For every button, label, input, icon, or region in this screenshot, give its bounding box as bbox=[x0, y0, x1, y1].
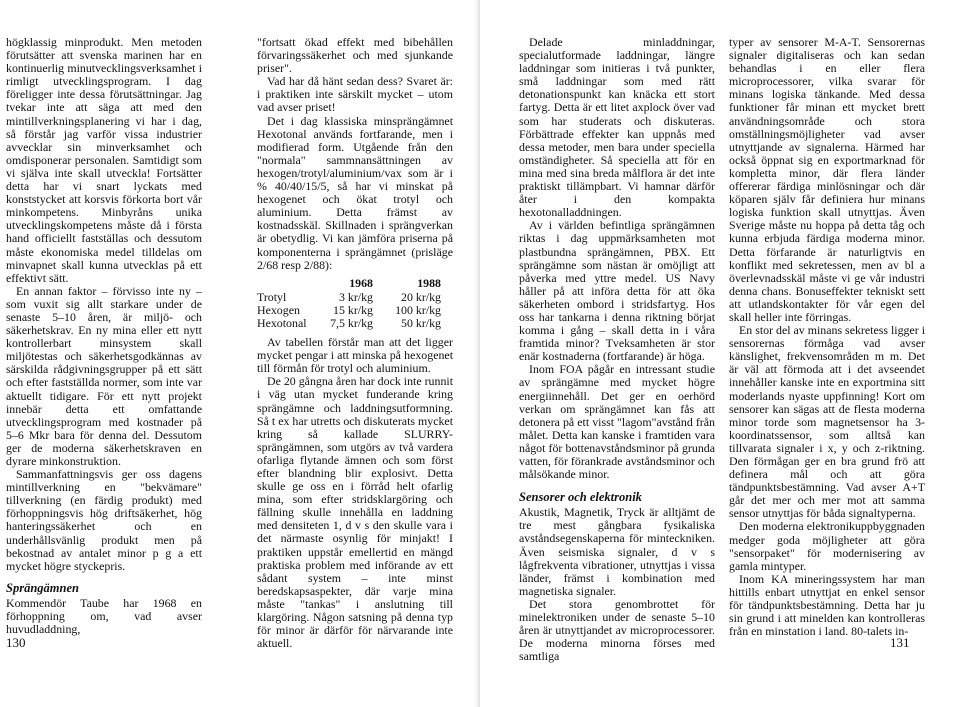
paragraph: Inom FOA pågår en intressant studie av sprängämne med mycket högre energiinnehåll. Det ger en oerhörd verkan om sprängämnet kan fås att detonera på ett visst "lagom"avstånd från målet. Detta kan kanske i framtiden vara något för bottenavståndsminor på grunda vatten, för förankrade avståndsminor och målsökande minor. bbox=[519, 362, 715, 482]
paragraph: Delade minladdningar, specialutformade laddningar, längre laddningar som initieras i två punkter, små laddningar som med rätt detonationspunkt kan knäcka ett stort fartyg. Detta är ett litet axplock över vad som har studerats och diskuteras. Förbättrade effekter kan uppnås med dessa metoder, men bara under speciella omständigheter. Så speciella att för en mina med sina breda målflora är det inte praktiskt tillämpbart. Vi hamnar därför åter i den kompakta hexotonalladdningen. bbox=[519, 35, 715, 220]
table-cell: 50 kr/kg bbox=[401, 315, 441, 330]
paragraph: Det stora genombrottet för minelektroniken under de senaste 5–10 åren är utnyttjandet av microprocessorer. De moderna minorna förses med samtliga bbox=[519, 596, 715, 664]
paragraph: Det i dag klassiska minsprängämnet Hexotonal används fortfarande, men i modifierad form. Utgående från den "normala" sammnansättningen av hexogen/trotyl/aluminium/vax som är i % 40/40/15/5, så har vi minskat på hexogenet och ökat trotyl och aluminium. Detta främst av kostnadsskäl. Skillnaden i sprängverkan är obetydlig. Vi kan jämföra priserna på komponenterna i sprängämnet (prisläge 2/68 resp 2/88): bbox=[257, 113, 453, 272]
left-column-2 bbox=[257, 36, 453, 650]
table-cell: 20 kr/kg bbox=[401, 289, 441, 304]
table-row bbox=[257, 291, 441, 304]
table-header-cell bbox=[257, 277, 321, 291]
table-row bbox=[257, 317, 441, 330]
table-cell: Hexotonal bbox=[257, 315, 307, 330]
table-cell: Hexogen bbox=[257, 302, 300, 317]
paragraph: En stor del av minans sekretess ligger i sensorernas förmåga vad avser känslighet, frekvensområden m m. Det är väl att förmoda att i det avseendet innehåller kanske inte en exportmina sitt moderlands nyaste uppfinning! Kort om sensorer kan sägas att de flesta moderna minor torde som magnetsensor ha 3-koordinatssensor, som alltså kan tillvarata signaler i x, y och z-riktning. Den förmågan ger en bra grund frö att definera mål och att göra tändpunktsbestämning. Vad avser A+T går det mer och mer mot att samma sensor utnyttjas för båda signaltyperna. bbox=[729, 323, 925, 521]
left-page bbox=[0, 0, 479, 707]
paragraph: Den moderna elektronikuppbyggnaden medger goda möjligheter att göra "sensorpaket" för modernisering av gamla mintyper. bbox=[729, 519, 925, 573]
paragraph: typer av sensorer M-A-T. Sensorernas signaler digitaliseras och kan sedan behandlas i en eller flera microprocessorer, vilka svarar för minans logiska tänkande. Med dessa funktioner får minan ett mycket brett användningsområde och stora omställningsmöjligheter vad avser utnyttjande av signalerna. Härmed har också öppnat sig en exportmarknad för kompletta minor, där flera länder offererar färdiga minlösningar och där köparen själv får definiera hur minans logiska funktion skall utnyttjas. Även Sverige måste nu hoppa på detta tåg och kunna erbjuda färdiga moderna minor. Detta förfarande är naturligtvis en konflikt med sekretessen, men av bl a överlevnadsskäl måste vi ge vår industri denna chans. Bonuseffekter tekniskt sett att utlandskontakter för vår egen del skall heller inte förringas. bbox=[729, 35, 925, 324]
right-column-1 bbox=[519, 36, 715, 663]
right-page bbox=[480, 0, 959, 707]
table-cell: 3 kr/kg bbox=[338, 289, 373, 304]
table-header-row bbox=[257, 277, 441, 291]
paragraph: Vad har då hänt sedan dess? Svaret är: i praktiken inte särskilt mycket – utom vad avser priset! bbox=[257, 74, 453, 115]
paragraph: Inom KA mineringssystem har man hittills enbart utnyttjat en enkel sensor för tändpunktsbestämning. Detta har ju sin grund i att minelden kan kontrolleras från en minstation i land. 80-talets in- bbox=[729, 571, 925, 639]
paragraph: Kommendör Taube har 1968 en förhoppning om, vad avser huvudladdning, bbox=[6, 595, 202, 637]
section-heading-sprangamnen: Sprängämnen bbox=[6, 580, 79, 595]
paragraph: Akustik, Magnetik, Tryck är alltjämt de tre mest gångbara fysikaliska avståndsegenskaperna för minteckniken. Även seismiska signaler, d v s lågfrekventa vibrationer, utnyttjas i vissa länder, främst i kombination med magnetiska signaler. bbox=[519, 505, 715, 598]
paragraph: högklassig minprodukt. Men metoden förutsätter att svenska marinen har en kontinuerlig minutvecklingsverksamhet i rimligt utvecklingsprogram. I dag föreligger inte dessa förutsättningar. Jag tvekar inte att säga att med den mintillverkningsplanering vi har i dag, så förstår jag varför vissa industrier avvecklar sin minverksamhet och omdisponerar personalen. Samtidigt som vi själva inte skall utveckla! Fortsätter detta har vi snart lyckats med konststycket att korsvis förkorta bort vår minkompetens. Minbyråns unika utvecklingskompetens måste då i första hand officiellt fastställas och dessutom måste ekonomiska medel tilldelas om minvapnet skall kunna utvecklas på ett effektivt sätt. bbox=[6, 35, 202, 285]
price-table bbox=[257, 277, 441, 330]
table-header-cell: 1988 bbox=[417, 275, 441, 290]
table-cell: 15 kr/kg bbox=[333, 302, 373, 317]
paragraph: En annan faktor – förvisso inte ny – som vuxit sig allt starkare under de senaste 5–10 åren, är miljö- och säkerhetskrav. En ny mina eller ett nytt kontrollerbart minsystem skall miljötestas och säkerhetsgodkännas av särskilda rådgivningsgrupper på ett sätt och efter fastställda normer, som inte var aktuellt tidigare. För ett nytt projekt innebär detta ett omfattande utvecklingsprogram med kostnader på 5–6 Mkr bara för denna del. Dessutom ger de moderna säkerhetskraven en dyrare minkonstruktion. bbox=[6, 283, 202, 468]
paragraph: Sammanfattningsvis ger oss dagens mintillverkning en "bekvämare" tillverkning (en färdig produkt) med förhoppningsvis hög driftsäkerhet, hög hanteringssäkerhet och en underhållsvänlig produkt men på bekostnad av antalet minor p g a ett mycket högre styckepris. bbox=[6, 467, 202, 573]
paragraph: De 20 gångna åren har dock inte runnit i väg utan mycket funderande kring sprängämne och laddningsutformning. Så t ex har utretts och diskuterats mycket kring så kallade SLURRY- sprängämnen, som utgörs av två vardera ofarliga flytande ämnen och som först efter blandning blir explosivt. Detta skulle ge oss en i förråd helt ofarlig mina, som efter stridsklargöring och fällning skulle innehålla en laddning med densiteten 1, d v s den skulle vara i det närmaste osynlig för minjakt! I praktiken uppstår emellertid en mängd praktiska problem med införande av ett sådant system – inte minst beredskapsaspekter, där varje mina måste "tankas" i anslutning till klargöring. Någon satsning på denna typ för minor är därför för närvarande inte aktuell. bbox=[257, 374, 453, 651]
left-column-1 bbox=[6, 36, 202, 636]
page-number: 131 bbox=[890, 635, 910, 650]
table-cell: 100 kr/kg bbox=[395, 302, 441, 317]
section-heading-sensorer: Sensorer och elektronik bbox=[519, 490, 642, 505]
paragraph: Av i världen befintliga sprängämnen riktas i dag uppmärksamheten mot plastbundna sprängämnen, PBX. Ett sprängämne som nästan är omöjligt att påverka med yttre medel. US Navy håller på att införa detta för att öka säkerheten ombord i stridsfartyg. Hos oss har tankarna i denna riktning börjat komma i gång – skall detta in i våra framtida minor? Tveksamheten är stor enär kostnaderna (fortfarande) är höga. bbox=[519, 218, 715, 364]
table-cell: Trotyl bbox=[257, 289, 287, 304]
paragraph: Av tabellen förstår man att det ligger mycket pengar i att minska på hexogenet till förmån för trotyl och aluminium. bbox=[257, 335, 453, 376]
table-row bbox=[257, 304, 441, 317]
table-cell: 7,5 kr/kg bbox=[330, 315, 373, 330]
paragraph: "fortsatt ökad effekt med bibehållen förvaringssäkerhet och med sjunkande priser". bbox=[257, 35, 453, 76]
page-number: 130 bbox=[6, 635, 26, 650]
table-header-cell: 1968 bbox=[349, 275, 373, 290]
right-column-2 bbox=[729, 36, 925, 638]
